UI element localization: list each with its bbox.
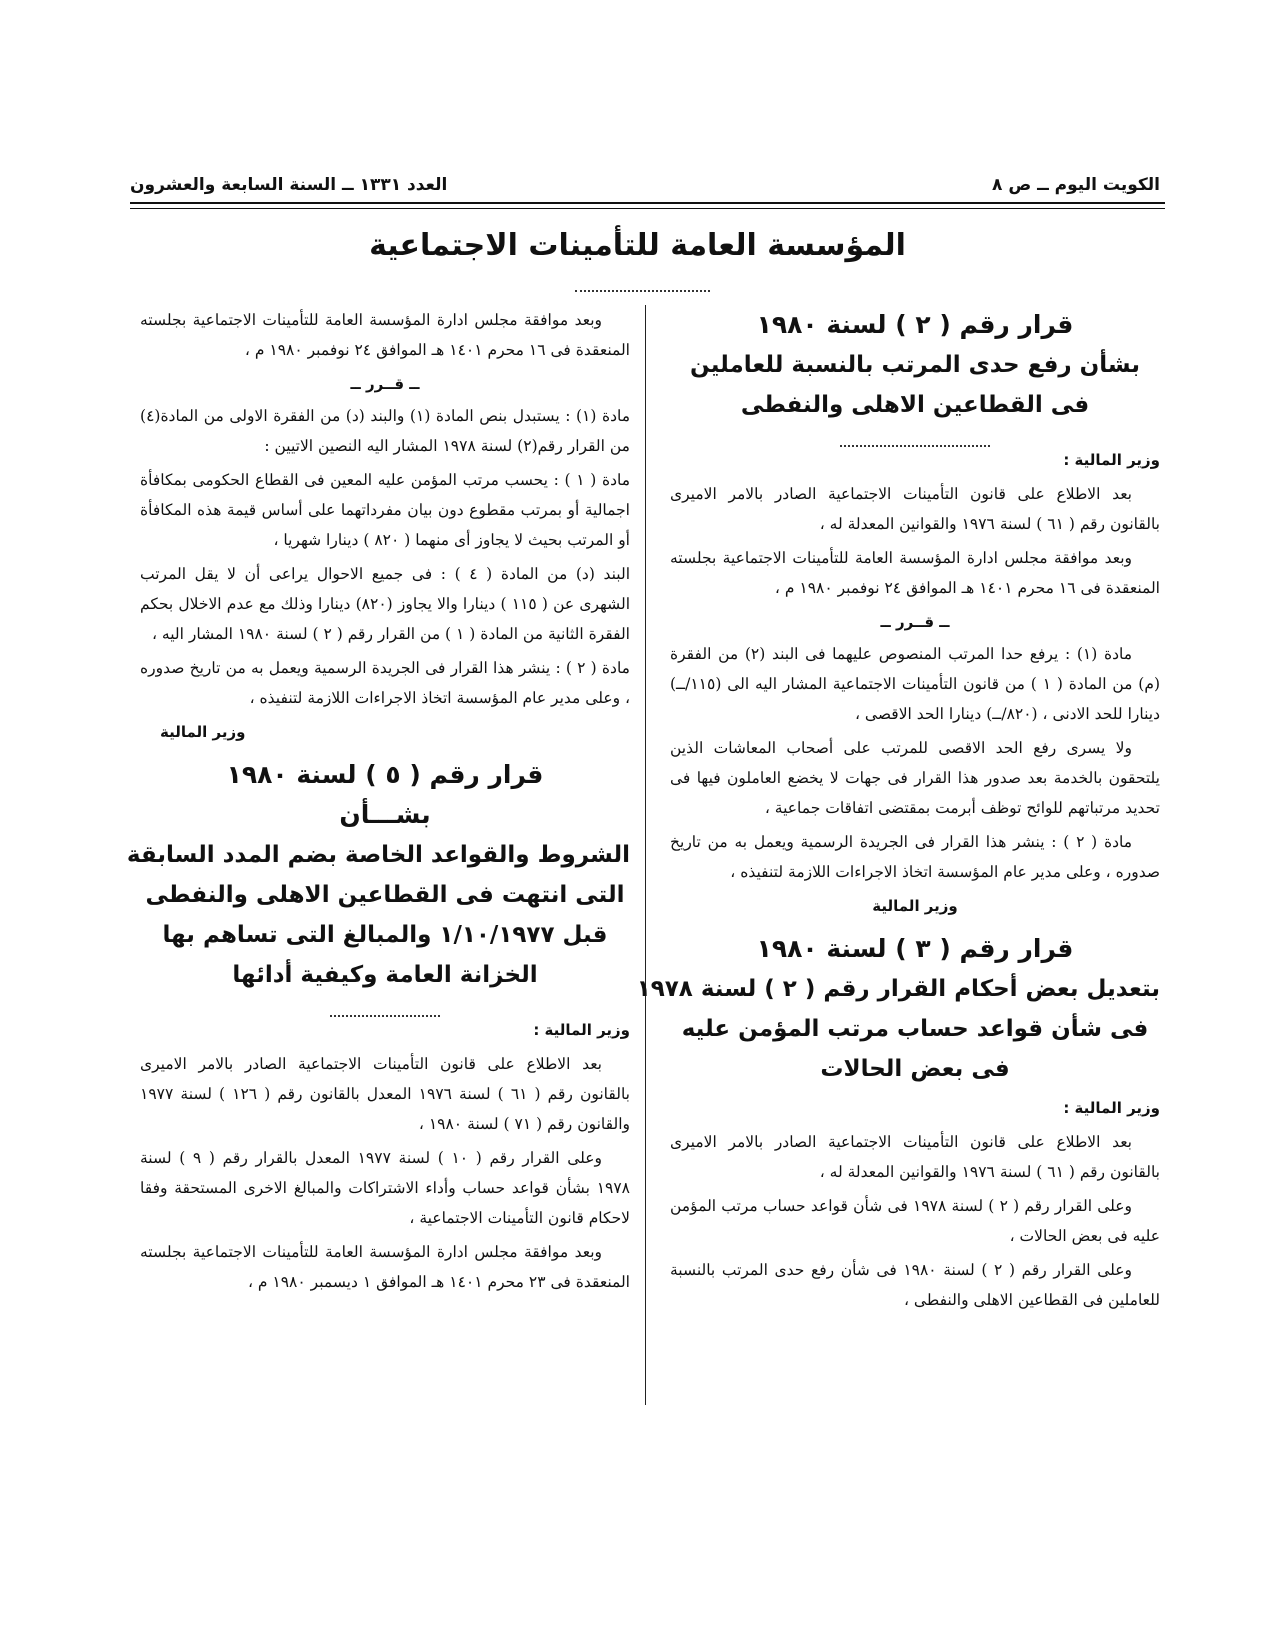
decision-5-subject-line-2: التى انتهت فى القطاعين الاهلى والنفطى	[145, 882, 625, 908]
decision-2-signature: وزير المالية	[872, 897, 958, 915]
decision-5-subject-line-4: الخزانة العامة وكيفية أدائها	[232, 962, 538, 988]
decision-5-subject-line-3: قبل ١/١٠/١٩٧٧ والمبالغ التى تساهم بها	[162, 922, 608, 948]
ornament-divider	[140, 997, 630, 1007]
right-column	[636, 305, 1160, 1319]
decision-3-article-1-text-a: مادة ( ١ ) : يحسب مرتب المؤمن عليه المعين فى القطاع الحكومى بمكافأة اجمالية أو بمرتب مقطوع دون بيان مفرداتهما على أساس قيمة هذه المكافأة أو المرتب بحيث لا يجاوز أى منهما ( ٨٢٠ ) دينارا شهريا ،	[140, 471, 630, 549]
decision-2-subject-line-2: فى القطاعين الاهلى والنفطى	[740, 392, 1090, 418]
decision-2-article-1-para-2: ولا يسرى رفع الحد الاقصى للمرتب على أصحاب المعاشات الذين يلتحقون بالخدمة بعد صدور هذا القرار فى جهات لا يخضع العاملون فيها فى تحديد مرتباتهم للوائح توظف أبرمت بمقتضى اتفاقات جماعية ،	[670, 739, 1160, 817]
decision-3-article-1: مادة (١) : يستبدل بنص المادة (١) والبند (د) من الفقرة الاولى من المادة(٤) من القرار رقم(٢) لسنة ١٩٧٨ المشار اليه النصين الاتيين :	[140, 407, 631, 455]
decision-5-preamble-3: وبعد موافقة مجلس ادارة المؤسسة العامة للتأمينات الاجتماعية بجلسته المنعقدة فى ٢٣ محرم ١٤٠١ هـ الموافق ١ ديسمبر ١٩٨٠ م ،	[140, 1243, 630, 1291]
institution-title: المؤسسة العامة للتأمينات الاجتماعية	[369, 228, 906, 263]
header-rule	[130, 202, 1165, 209]
decision-2-subject-line-1: بشأن رفع حدى المرتب بالنسبة للعاملين	[690, 352, 1140, 378]
decision-2-preamble-2: وبعد موافقة مجلس ادارة المؤسسة العامة للتأمينات الاجتماعية بجلسته المنعقدة فى ١٦ محرم ١٤٠١ هـ الموافق ٢٤ نوفمبر ١٩٨٠ م ،	[670, 549, 1160, 597]
decision-3-article-2: مادة ( ٢ ) : ينشر هذا القرار فى الجريدة الرسمية ويعمل به من تاريخ صدوره ، وعلى مدير عام المؤسسة اتخاذ الاجراءات اللازمة لتنفيذه ،	[140, 659, 630, 707]
ornament-divider	[670, 427, 1160, 437]
decision-3-section	[636, 929, 1160, 1315]
decision-5-preamble-2: وعلى القرار رقم ( ١٠ ) لسنة ١٩٧٧ المعدل بالقرار رقم ( ٩ ) لسنة ١٩٧٨ بشأن قواعد حساب وأداء الاشتراكات والمبالغ الاخرى المستحقة وفقا لاحكام قانون التأمينات الاجتماعية ،	[140, 1149, 630, 1227]
page-header-left: العدد ١٣٣١ ــ السنة السابعة والعشرون	[130, 175, 448, 195]
decision-3-subject-line-1: بتعديل بعض أحكام القرار رقم ( ٢ ) لسنة ١٩٧٨	[636, 976, 1160, 1002]
left-column	[126, 305, 631, 1301]
decision-3-title: قرار رقم ( ٣ ) لسنة ١٩٨٠	[756, 934, 1074, 963]
decision-3-minister: وزير المالية :	[1063, 1099, 1160, 1117]
decision-2-minister: وزير المالية :	[1063, 451, 1160, 469]
column-divider	[645, 305, 646, 1405]
page-header-right: الكويت اليوم ــ ص ٨	[992, 175, 1160, 195]
decision-2-preamble-1: بعد الاطلاع على قانون التأمينات الاجتماعية الصادر بالامر الاميرى بالقانون رقم ( ٦١ ) لسنة ١٩٧٦ والقوانين المعدلة له ،	[670, 485, 1160, 533]
decision-3-subject-line-2: فى شأن قواعد حساب مرتب المؤمن عليه	[681, 1016, 1149, 1042]
decision-3-article-1-text-b: البند (د) من المادة ( ٤ ) : فى جميع الاحوال يراعى أن لا يقل المرتب الشهرى عن ( ١١٥ ) دينارا والا يجاوز (٨٢٠) دينارا وذلك مع عدم الاخلال بحكم الفقرة الثانية من المادة ( ١ ) من القرار رقم ( ٢ ) لسنة ١٩٨٠ المشار اليه ،	[140, 565, 631, 643]
decision-3-subject-line-3: فى بعض الحالات	[820, 1056, 1010, 1082]
decision-2-decided: ــ قــرر ــ	[880, 613, 950, 631]
decision-3-continued	[140, 305, 630, 747]
decision-5-title: قرار رقم ( ٥ ) لسنة ١٩٨٠	[226, 760, 544, 789]
decision-5-minister: وزير المالية :	[533, 1021, 630, 1039]
decision-3-signature: وزير المالية	[160, 723, 246, 741]
decision-5-regarding: بشـــأن	[339, 800, 431, 829]
decision-3-preamble-2: وعلى القرار رقم ( ٢ ) لسنة ١٩٧٨ فى شأن قواعد حساب مرتب المؤمن عليه فى بعض الحالات ،	[670, 1197, 1160, 1245]
decision-5-preamble-1: بعد الاطلاع على قانون التأمينات الاجتماعية الصادر بالامر الاميرى بالقانون رقم ( ٦١ ) لسنة ١٩٧٦ المعدل بالقانون رقم ( ١٢٦ ) لسنة ١٩٧٧ والقانون رقم ( ٧١ ) لسنة ١٩٨٠ ،	[140, 1055, 630, 1133]
institution-ornament	[575, 290, 710, 292]
decision-3-preamble-1: بعد الاطلاع على قانون التأمينات الاجتماعية الصادر بالامر الاميرى بالقانون رقم ( ٦١ ) لسنة ١٩٧٦ والقوانين المعدلة له ،	[670, 1133, 1160, 1181]
decision-2-section	[670, 305, 1160, 921]
decision-5-section	[126, 755, 630, 1297]
decision-3-preamble-4: وبعد موافقة مجلس ادارة المؤسسة العامة للتأمينات الاجتماعية بجلسته المنعقدة فى ١٦ محرم ١٤٠١ هـ الموافق ٢٤ نوفمبر ١٩٨٠ م ،	[140, 311, 630, 359]
decision-2-article-1: مادة (١) : يرفع حدا المرتب المنصوص عليهما فى البند (٢) من الفقرة (م) من المادة ( ١ ) من قانون التأمينات الاجتماعية المشار اليه الى (١١٥/ــ) دينارا للحد الادنى ، (٨٢٠/ــ) دينارا الحد الاقصى ،	[670, 645, 1160, 723]
decision-2-title: قرار رقم ( ٢ ) لسنة ١٩٨٠	[756, 310, 1074, 339]
decision-3-preamble-3: وعلى القرار رقم ( ٢ ) لسنة ١٩٨٠ فى شأن رفع حدى المرتب بالنسبة للعاملين فى القطاعين الاهلى والنفطى ،	[670, 1261, 1160, 1309]
decision-2-article-2: مادة ( ٢ ) : ينشر هذا القرار فى الجريدة الرسمية ويعمل به من تاريخ صدوره ، وعلى مدير عام المؤسسة اتخاذ الاجراءات اللازمة لتنفيذه ،	[670, 833, 1160, 881]
decision-5-subject-line-1: الشروط والقواعد الخاصة بضم المدد السابقة	[126, 842, 630, 868]
decision-3-decided: ــ قــرر ــ	[350, 375, 420, 393]
